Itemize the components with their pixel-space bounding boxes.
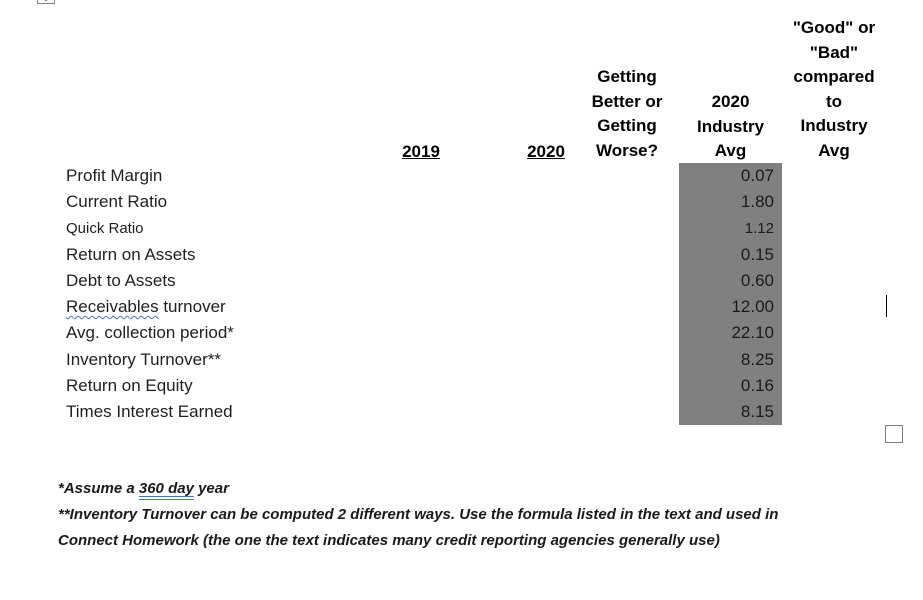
note-inventory-turnover-line1: **Inventory Turnover can be computed 2 different ways. Use the formula listed in the text and used in (58, 506, 779, 523)
row-label-return-on-assets: Return on Assets (66, 245, 196, 264)
header-line: Industry (696, 116, 765, 136)
header-line: 2020 (711, 92, 750, 111)
header-line: to (825, 91, 843, 111)
row-label-avg-collection-period: Avg. collection period* (66, 323, 234, 342)
industry-value: 0.60 (740, 271, 774, 290)
industry-value: 12.00 (731, 297, 774, 316)
header-2019: 2019 (402, 142, 440, 161)
arrow-down-icon (38, 0, 54, 3)
industry-value: 8.15 (740, 402, 774, 421)
label-rest: turnover (158, 297, 226, 316)
header-better-worse (580, 65, 674, 163)
industry-value: 0.07 (740, 166, 774, 185)
header-good-bad (784, 16, 884, 163)
header-line: Avg (818, 140, 850, 160)
header-2020: 2020 (527, 142, 565, 161)
industry-value: 1.12 (744, 220, 774, 237)
header-line: Better or (591, 91, 663, 111)
row-label-return-on-equity: Return on Equity (66, 376, 193, 395)
header-line: Industry (800, 116, 868, 135)
industry-value: 0.16 (740, 376, 774, 395)
note-360-day (58, 480, 229, 497)
row-label-inventory-turnover: Inventory Turnover** (66, 350, 221, 369)
industry-value: 22.10 (731, 323, 774, 342)
header-line: Avg (714, 141, 747, 160)
row-label-times-interest-earned: Times Interest Earned (66, 402, 233, 421)
header-line: "Bad" (809, 42, 859, 62)
anchor-icon (37, 0, 55, 4)
industry-value: 0.15 (740, 245, 774, 264)
spellcheck-word[interactable]: Receivables (66, 297, 159, 316)
note-link[interactable]: 360 day (138, 480, 194, 497)
industry-value: 1.80 (740, 192, 774, 211)
text-cursor (886, 295, 887, 317)
note-text: year (193, 480, 229, 497)
row-label-current-ratio: Current Ratio (66, 192, 168, 211)
row-label-quick-ratio: Quick Ratio (66, 220, 144, 237)
row-label-receivables-turnover (66, 297, 226, 317)
header-line: Worse? (595, 140, 659, 160)
header-line: compared (793, 67, 875, 86)
note-inventory-turnover-line2: Connect Homework (the one the text indicates many credit reporting agencies generally use) (58, 532, 720, 549)
industry-value: 8.25 (740, 350, 774, 369)
header-line: "Good" or (792, 18, 876, 37)
note-text: *Assume a (58, 480, 139, 497)
checkbox[interactable] (885, 425, 903, 443)
row-label-profit-margin: Profit Margin (66, 166, 163, 185)
header-line: Getting (597, 67, 657, 86)
header-line: Getting (597, 116, 657, 135)
row-label-debt-to-assets: Debt to Assets (66, 271, 176, 290)
header-industry-avg (682, 90, 779, 164)
